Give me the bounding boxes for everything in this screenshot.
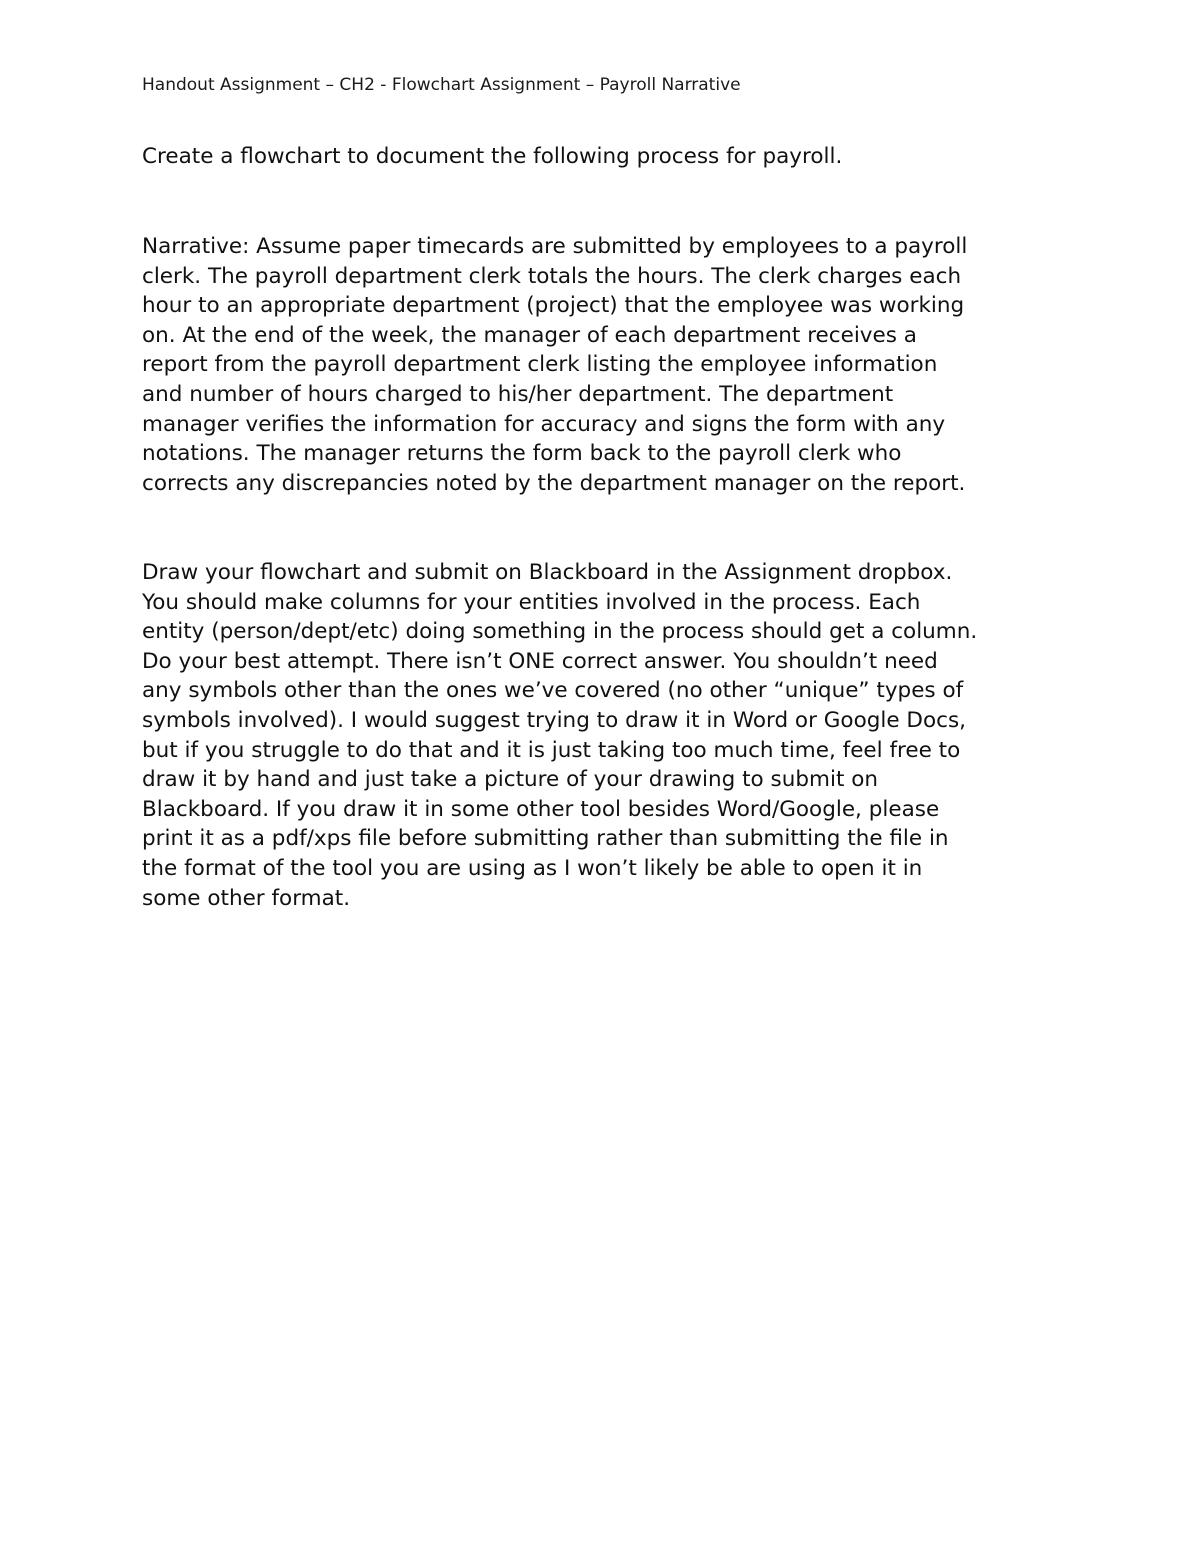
instruction-line: Draw your flowchart and submit on Blackboard in the Assignment dropbox. [142, 560, 953, 585]
narrative-line: clerk. The payroll department clerk totals the hours. The clerk charges each [142, 263, 962, 289]
intro-paragraph: Create a flowchart to document the following process for payroll. [142, 144, 843, 169]
narrative-line: Narrative: Assume paper timecards are submitted by employees to a payroll [142, 234, 968, 259]
instruction-line: Do your best attempt. There isn’t ONE correct answer. You shouldn’t need [142, 648, 938, 674]
document-header: Handout Assignment – CH2 - Flowchart Assignment – Payroll Narrative [142, 75, 741, 95]
instruction-line: draw it by hand and just take a picture of your drawing to submit on [142, 767, 878, 793]
instruction-line: print it as a pdf/xps file before submitting rather than submitting the file in [142, 826, 949, 852]
narrative-line: corrects any discrepancies noted by the department manager on the report. [142, 470, 966, 496]
narrative-line: notations. The manager returns the form back to the payroll clerk who [142, 441, 902, 467]
instruction-line: but if you struggle to do that and it is just taking too much time, feel free to [142, 737, 961, 763]
narrative-line: report from the payroll department clerk listing the employee information [142, 352, 938, 378]
instruction-line: Blackboard. If you draw it in some other tool besides Word/Google, please [142, 796, 940, 822]
narrative-paragraph [142, 232, 1142, 498]
instruction-line: any symbols other than the ones we’ve covered (no other “unique” types of [142, 678, 964, 704]
instruction-line: You should make columns for your entities involved in the process. Each [142, 589, 921, 615]
narrative-line: manager verifies the information for accuracy and signs the form with any [142, 411, 946, 437]
narrative-line: and number of hours charged to his/her department. The department [142, 381, 894, 407]
instruction-line: symbols involved). I would suggest trying to draw it in Word or Google Docs, [142, 707, 966, 733]
instructions-paragraph [142, 558, 1142, 913]
instruction-line: the format of the tool you are using as I won’t likely be able to open it in [142, 855, 923, 881]
instruction-line: some other format. [142, 885, 351, 911]
narrative-line: on. At the end of the week, the manager of each department receives a [142, 322, 917, 348]
instruction-line: entity (person/dept/etc) doing something in the process should get a column. [142, 619, 978, 645]
narrative-line: hour to an appropriate department (project) that the employee was working [142, 293, 965, 319]
